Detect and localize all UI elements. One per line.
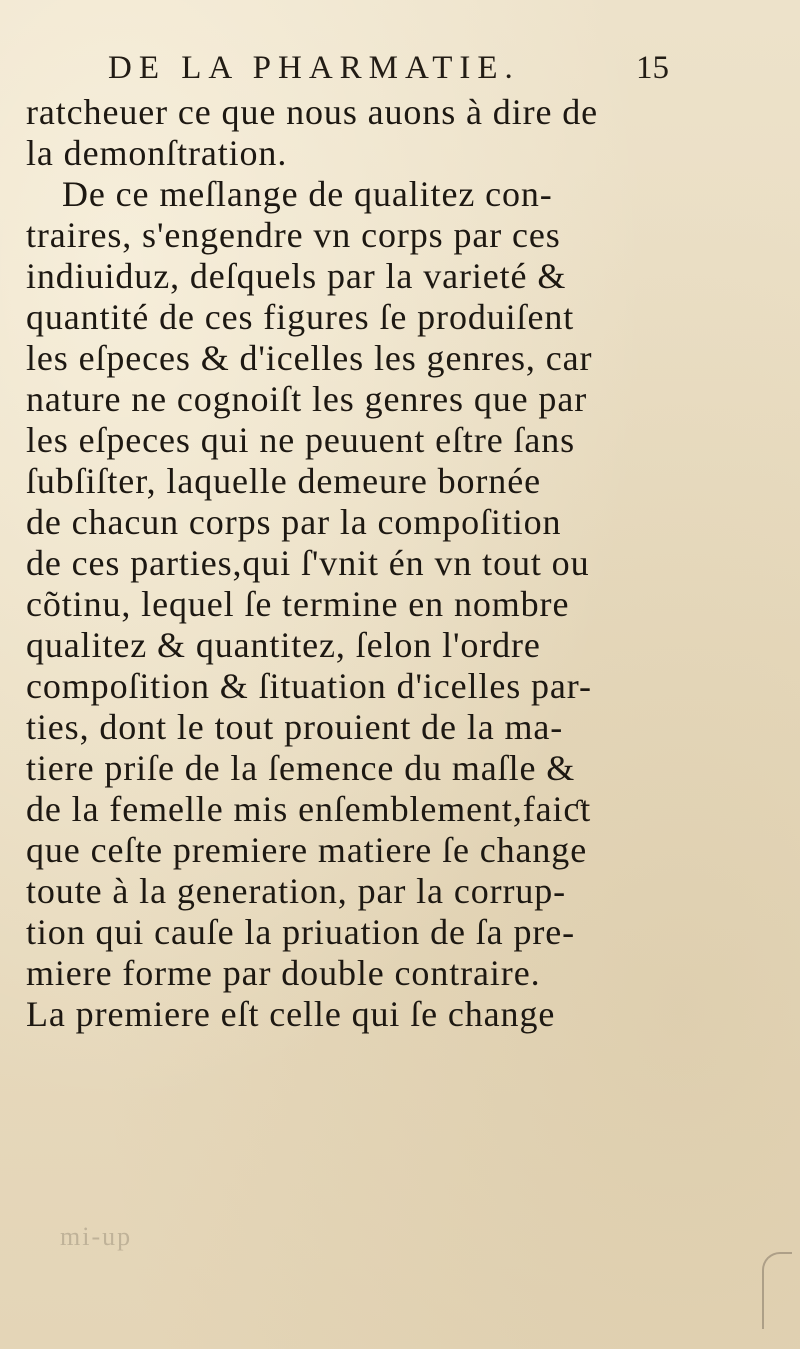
- page-corner-mark: [762, 1252, 792, 1329]
- text-line: la demonſtration.: [26, 133, 288, 173]
- text-line: tiere priſe de la ſemence du maſle &: [26, 748, 576, 788]
- page-header: [0, 42, 800, 94]
- text-line: cõtinu, lequel ſe termine en nombre: [26, 584, 570, 624]
- text-line: ratcheuer ce que nous auons à dire de: [26, 92, 599, 132]
- running-head: DE LA PHARMATIE.: [108, 50, 520, 86]
- text-line: miere forme par double contraire.: [26, 953, 541, 993]
- catchword-show-through: mi-up: [60, 1222, 133, 1251]
- text-line: toute à la generation, par la corrup-: [26, 871, 567, 911]
- text-line: indiuiduz, deſquels par la varieté &: [26, 256, 567, 296]
- text-line: traires, s'engendre vn corps par ces: [26, 215, 561, 255]
- text-line: La premiere eſt celle qui ſe change: [26, 994, 556, 1034]
- text-line: de chacun corps par la compoſition: [26, 502, 562, 542]
- text-line: ties, dont le tout prouient de la ma-: [26, 707, 564, 747]
- text-line: les eſpeces qui ne peuuent eſtre ſans: [26, 420, 576, 460]
- text-line: ſubſiſter, laquelle demeure bornée: [26, 461, 541, 501]
- paragraph-start-line: De ce meſlange de qualitez con-: [62, 174, 553, 214]
- text-line: nature ne cognoiſt les genres que par: [26, 379, 588, 419]
- text-line: de la femelle mis enſemblement,faiƈt: [26, 789, 592, 829]
- text-line: qualitez & quantitez, ſelon l'ordre: [26, 625, 541, 665]
- text-line: de ces parties,qui ſ'vnit én vn tout ou: [26, 543, 590, 583]
- page-number: 15: [636, 50, 669, 86]
- text-line: tion qui cauſe la priuation de ſa pre-: [26, 912, 576, 952]
- text-line: compoſition & ſituation d'icelles par-: [26, 666, 592, 706]
- text-line: les eſpeces & d'icelles les genres, car: [26, 338, 593, 378]
- text-line: quantité de ces figures ſe produiſent: [26, 297, 575, 337]
- text-line: que ceſte premiere matiere ſe change: [26, 830, 588, 870]
- body-text: [26, 92, 690, 1035]
